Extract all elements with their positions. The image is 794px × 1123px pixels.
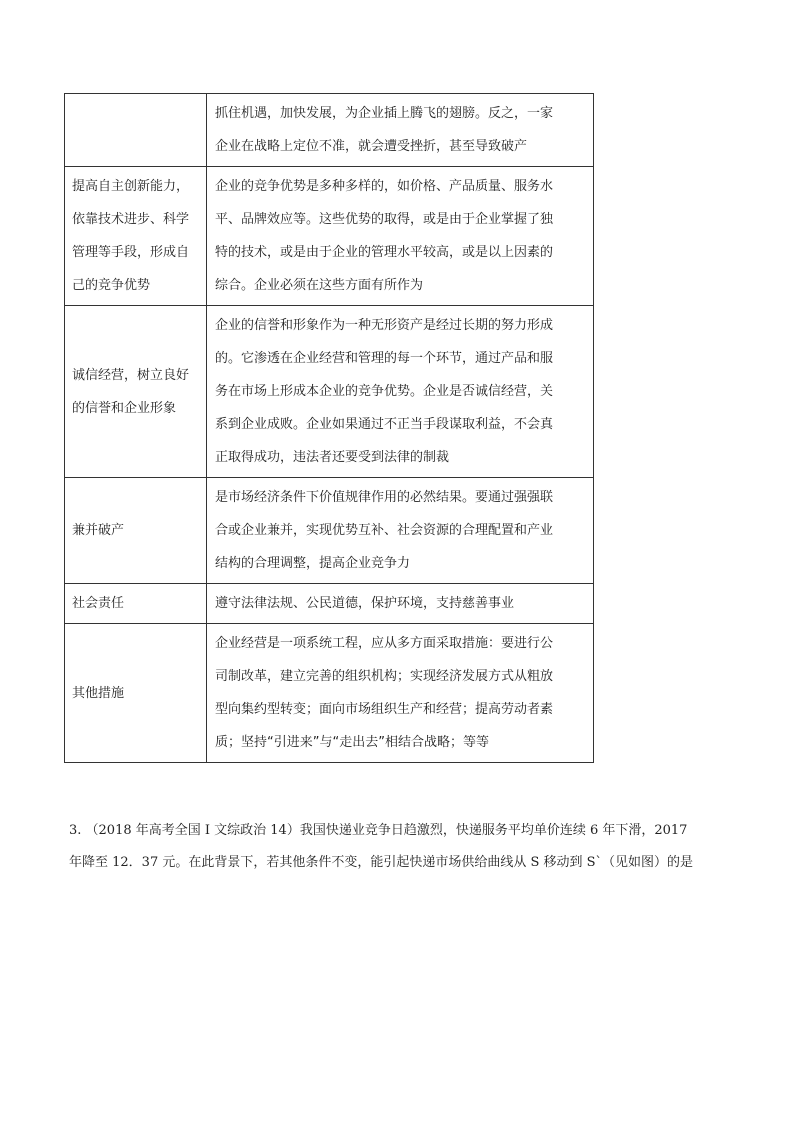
table-row <box>65 584 594 624</box>
description-line: 结构的合理调整，提高企业竞争力 <box>215 556 411 571</box>
description-line: 综合。企业必须在这些方面有所作为 <box>215 278 424 293</box>
description-line: 抓住机遇，加快发展，为企业插上腾飞的翅膀。反之，一家 <box>215 106 554 121</box>
description-line: 司制改革，建立完善的组织机构；实现经济发展方式从粗放 <box>215 669 554 684</box>
description-line: 系到企业成败。企业如果通过不正当手段谋取利益，不会真 <box>215 417 554 432</box>
description-cell <box>207 478 594 584</box>
measure-line: 兼并破产 <box>72 523 125 538</box>
table-row <box>65 478 594 584</box>
description-line: 的。它渗透在企业经营和管理的每一个环节，通过产品和服 <box>215 351 554 366</box>
description-line: 正取得成功，违法者还要受到法律的制裁 <box>215 450 450 465</box>
table-row <box>65 94 594 167</box>
description-line: 务在市场上形成本企业的竞争优势。企业是否诚信经营，关 <box>215 384 554 399</box>
question-line: 3. （2018 年高考全国 I 文综政治 14）我国快递业竞争日趋激烈，快递服务平均单价连续 6 年下滑，2017 <box>69 823 688 838</box>
measure-cell <box>65 94 207 167</box>
measure-cell <box>65 624 207 763</box>
description-line: 企业在战略上定位不准，就会遭受挫折，甚至导致破产 <box>215 139 528 154</box>
measure-cell <box>65 306 207 478</box>
measure-cell <box>65 167 207 306</box>
measure-line: 诚信经营，树立良好 <box>72 367 190 383</box>
description-line: 质；坚持“引进来”与“走出去”相结合战略；等等 <box>215 735 489 750</box>
description-line: 企业的竞争优势是多种多样的，如价格、产品质量、服务水 <box>215 179 554 194</box>
table-row <box>65 624 594 763</box>
measure-line: 提高自主创新能力， <box>72 179 190 194</box>
description-line: 平、品牌效应等。这些优势的取得，或是由于企业掌握了独 <box>215 212 554 227</box>
description-cell <box>207 624 594 763</box>
description-line: 合或企业兼并，实现优势互补、社会资源的合理配置和产业 <box>215 523 554 538</box>
description-cell <box>207 167 594 306</box>
measure-line: 依靠技术进步、科学 <box>72 212 190 227</box>
description-cell <box>207 94 594 167</box>
measure-line: 其他措施 <box>72 685 125 701</box>
description-line: 型向集约型转变；面向市场组织生产和经营；提高劳动者素 <box>215 702 554 717</box>
description-cell <box>207 584 594 624</box>
question-line: 年降至 12．37 元。在此背景下，若其他条件不变，能引起快递市场供给曲线从 S 移动到 S`（见如图）的是 <box>69 855 694 870</box>
measure-line: 管理等手段，形成自 <box>72 245 190 260</box>
measure-line: 的信誉和企业形象 <box>72 400 177 416</box>
measure-line: 己的竞争优势 <box>72 278 151 293</box>
measure-cell <box>65 584 207 624</box>
description-line: 遵守法律法规、公民道德，保护环境，支持慈善事业 <box>215 596 515 611</box>
measure-line: 社会责任 <box>72 596 125 611</box>
description-line: 企业经营是一项系统工程，应从多方面采取措施：要进行公 <box>215 636 554 651</box>
description-cell <box>207 306 594 478</box>
description-line: 特的技术，或是由于企业的管理水平较高，或是以上因素的 <box>215 245 554 260</box>
table-row <box>65 167 594 306</box>
measure-cell <box>65 478 207 584</box>
description-line: 是市场经济条件下价值规律作用的必然结果。要通过强强联 <box>215 490 554 505</box>
table-row <box>65 306 594 478</box>
content-table <box>64 93 594 763</box>
description-line: 企业的信誉和形象作为一种无形资产是经过长期的努力形成 <box>215 318 554 333</box>
question-block <box>69 815 729 879</box>
